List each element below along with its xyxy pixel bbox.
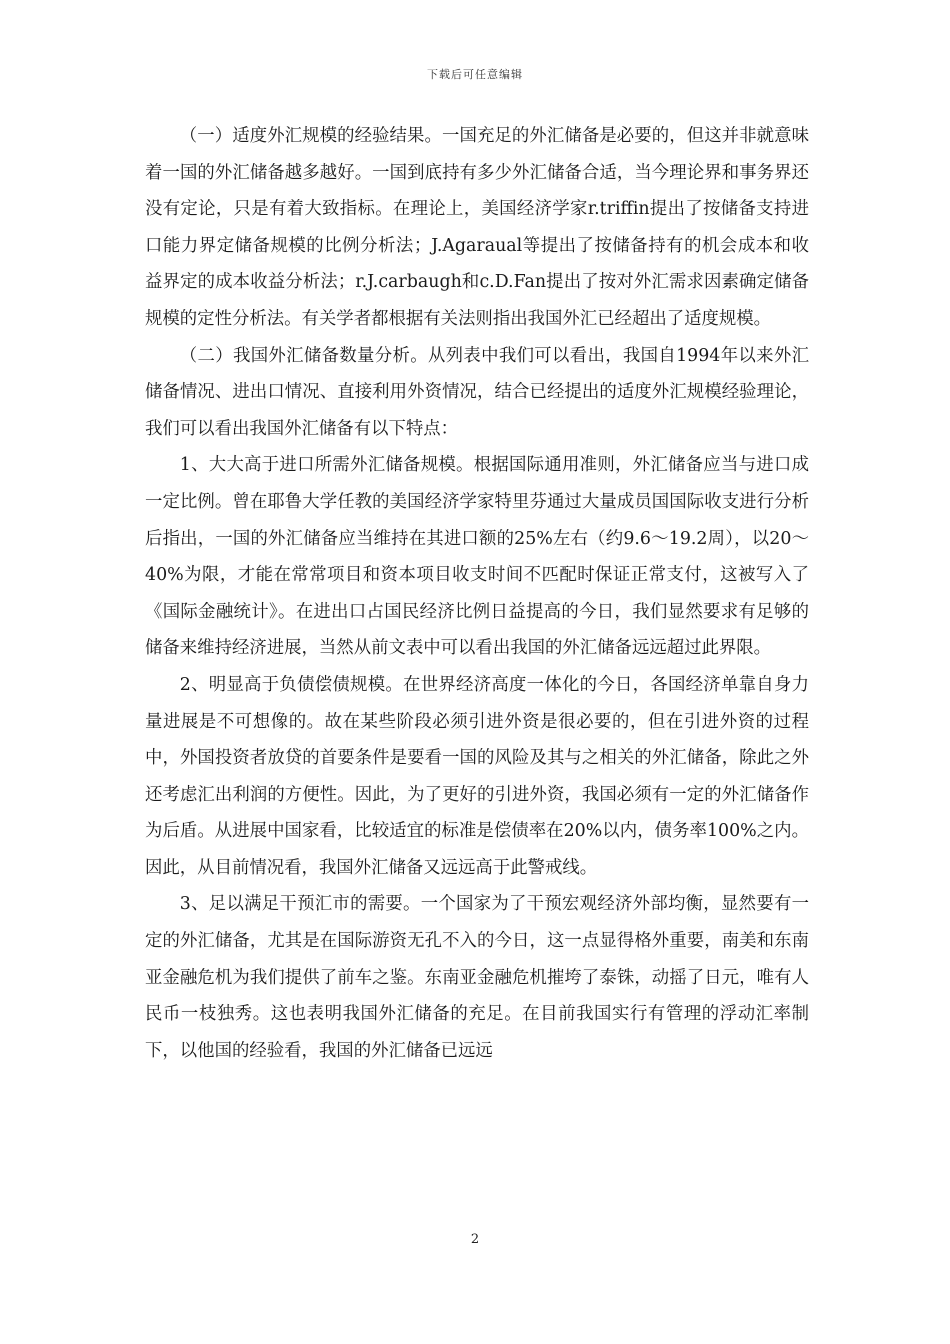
document-body <box>145 118 809 1069</box>
paragraph-point-3-intervention: 3、足以满足干预汇市的需要。一个国家为了干预宏观经济外部均衡，显然要有一定的外汇储备，尤其是在国际游资无孔不入的今日，这一点显得格外重要，南美和东南亚金融危机为我们提供了前车之鉴。东南亚金融危机摧垮了泰铢，动摇了日元，唯有人民币一枝独秀。这也表明我国外汇储备的充足。在目前我国实行有管理的浮动汇率制下，以他国的经验看，我国的外汇储备已远远 <box>145 894 809 1061</box>
paragraph-quantity-analysis: （二）我国外汇储备数量分析。从列表中我们可以看出，我国自1994年以来外汇储备情况、进出口情况、直接利用外资情况，结合已经提出的适度外汇规模经验理论，我们可以看出我国外汇储备有以下特点： <box>145 345 809 439</box>
paragraph-moderate-scale: （一）适度外汇规模的经验结果。一国充足的外汇储备是必要的，但这并非就意味着一国的外汇储备越多越好。一国到底持有多少外汇储备合适，当今理论界和事务界还没有定论，只是有着大致指标。在理论上，美国经济学家r.triffin提出了按储备支持进口能力界定储备规模的比例分析法；J.Agaraual等提出了按储备持有的机会成本和收益界定的成本收益分析法；r.J.carbaugh和c.D.Fan提出了按对外汇需求因素确定储备规模的定性分析法。有关学者都根据有关法则指出我国外汇已经超出了适度规模。 <box>145 126 809 329</box>
page-header: 下载后可任意编辑 <box>427 68 523 81</box>
paragraph-point-2-debt: 2、明显高于负债偿债规模。在世界经济高度一体化的今日，各国经济单靠自身力量进展是不可想像的。故在某些阶段必须引进外资是很必要的，但在引进外资的过程中，外国投资者放贷的首要条件是要看一国的风险及其与之相关的外汇储备，除此之外还考虑汇出利润的方便性。因此，为了更好的引进外资，我国必须有一定的外汇储备作为后盾。从进展中国家看，比较适宜的标准是偿债率在20%以内，债务率100%之内。因此，从目前情况看，我国外汇储备又远远高于此警戒线。 <box>145 674 809 878</box>
paragraph-point-1-import: 1、大大高于进口所需外汇储备规模。根据国际通用准则，外汇储备应当与进口成一定比例。曾在耶鲁大学任教的美国经济学家特里芬通过大量成员国国际收支进行分析后指出，一国的外汇储备应当维持在其进口额的25%左右（约9.6～19.2周），以20～40%为限，才能在常常项目和资本项目收支时间不匹配时保证正常支付，这被写入了《国际金融统计》。在进出口占国民经济比例日益提高的今日，我们显然要求有足够的储备来维持经济进展，当然从前文表中可以看出我国的外汇储备远远超过此界限。 <box>145 455 809 659</box>
page-number: 2 <box>470 1232 480 1247</box>
